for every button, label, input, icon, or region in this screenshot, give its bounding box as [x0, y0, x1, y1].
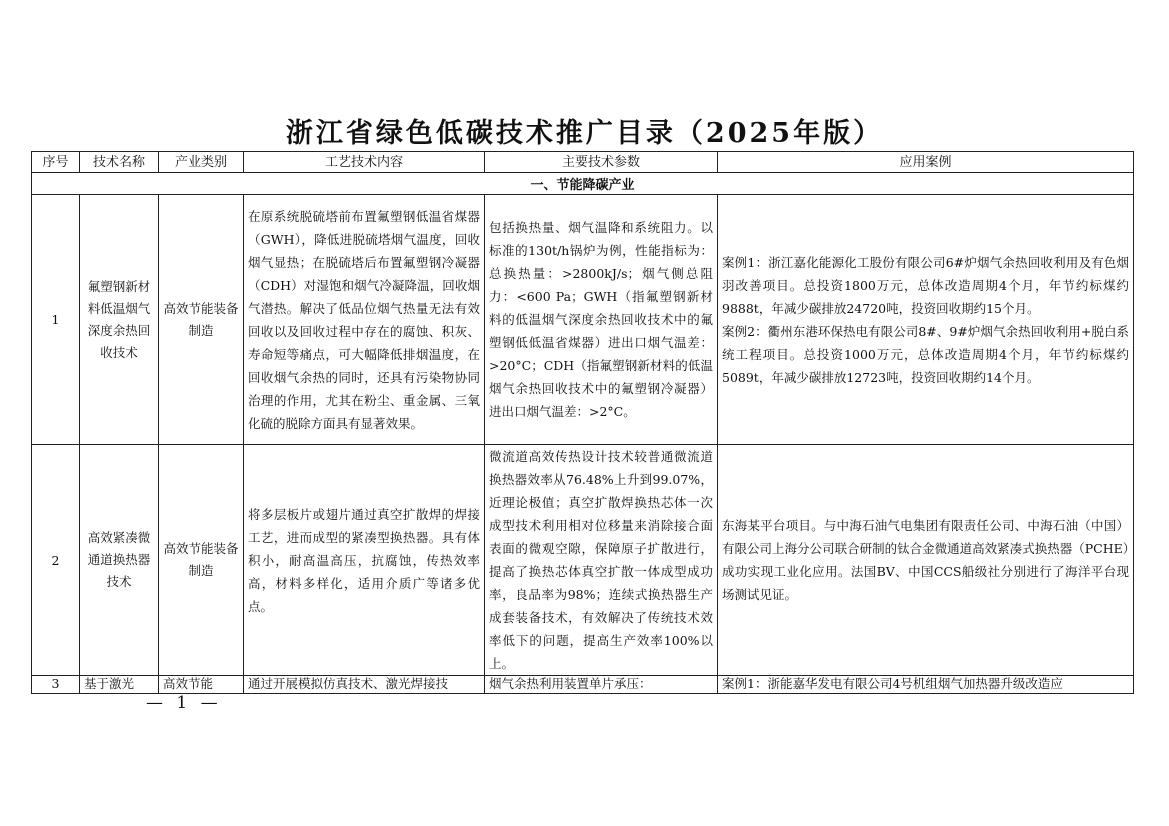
header-industry-category: 产业类别 — [159, 152, 244, 173]
table-row — [32, 445, 1134, 676]
industry-category: 高效节能 — [159, 676, 244, 694]
page-number: — 1 — — [146, 693, 222, 713]
table-header-row — [32, 152, 1134, 173]
header-process-content: 工艺技术内容 — [244, 152, 485, 173]
tech-name: 基于激光 — [80, 676, 159, 694]
application-cases — [718, 195, 1134, 445]
application-cases — [718, 676, 1134, 694]
document-title: 浙江省绿色低碳技术推广目录（2025年版） — [285, 118, 884, 149]
section-title: 一、节能降碳产业 — [32, 173, 1134, 195]
tech-name: 高效紧凑微通道换热器技术 — [80, 445, 159, 676]
header-main-parameters: 主要技术参数 — [485, 152, 718, 173]
technology-catalog-table — [31, 151, 1134, 694]
case-item: 案例2：衢州东港环保热电有限公司8#、9#炉烟气余热回收利用+脱白系统工程项目。总投资1000万元，总体改造周期4个月，年节约标煤约5089t，年减少碳排放12723吨，投资回收期约14个月。 — [722, 323, 1130, 385]
process-content: 将多层板片或翅片通过真空扩散焊的焊接工艺，进而成型的紧凑型换热器。具有体积小，耐高温高压，抗腐蚀，传热效率高，材料多样化，适用介质广等诸多优点。 — [244, 445, 485, 676]
table-row — [32, 676, 1134, 694]
header-no: 序号 — [32, 152, 80, 173]
industry-category: 高效节能装备制造 — [159, 445, 244, 676]
process-content: 在原系统脱硫塔前布置氟塑钢低温省煤器（GWH），降低进脱硫塔烟气温度，回收烟气显热；在脱硫塔后布置氟塑钢冷凝器（CDH）对湿饱和烟气冷凝降温，回收烟气潜热。解决了低品位烟气热量无法有效回收以及回收过程中存在的腐蚀、积灰、寿命短等痛点，可大幅降低排烟温度，在回收烟气余热的同时，还具有污染物协同治理的作用，尤其在粉尘、重金属、三氧化硫的脱除方面具有显著效果。 — [244, 195, 485, 445]
table-row — [32, 195, 1134, 445]
main-parameters: 烟气余热利用装置单片承压： — [485, 676, 718, 694]
process-content: 通过开展模拟仿真技术、激光焊接技 — [244, 676, 485, 694]
row-number: 2 — [32, 445, 80, 676]
industry-category: 高效节能装备制造 — [159, 195, 244, 445]
application-cases — [718, 445, 1134, 676]
header-tech-name: 技术名称 — [80, 152, 159, 173]
case-item: 案例1：浙能嘉华发电有限公司4号机组烟气加热器升级改造应 — [722, 676, 1063, 691]
row-number: 3 — [32, 676, 80, 694]
header-application-cases: 应用案例 — [718, 152, 1134, 173]
case-item: 案例1：浙江嘉化能源化工股份有限公司6#炉烟气余热回收利用及有色烟羽改善项目。总投资1800万元，总体改造周期4个月，年节约标煤约9888t，年减少碳排放24720吨，投资回收期约15个月。 — [722, 254, 1130, 316]
tech-name: 氟塑钢新材料低温烟气深度余热回收技术 — [80, 195, 159, 445]
main-parameters: 包括换热量、烟气温降和系统阻力。以标准的130t/h锅炉为例，性能指标为：总换热量：>2800kJ/s；烟气侧总阻力：<600 Pa；GWH（指氟塑钢新材料的低温烟气深度余热回收技术中的氟塑钢低低温省煤器）进出口烟气温差：>20°C；CDH（指氟塑钢新材料的低温烟气余热回收技术中的氟塑钢冷凝器）进出口烟气温差：>2°C。 — [485, 195, 718, 445]
main-parameters: 微流道高效传热设计技术较普通微流道换热器效率从76.48%上升到99.07%，近理论极值；真空扩散焊换热芯体一次成型技术利用相对位移量来消除接合面表面的微观空隙，保障原子扩散进行，提高了换热芯体真空扩散一体成型成功率，良品率为98%；连续式换热器生产成套装备技术，有效解决了传统技术效率低下的问题，提高生产效率100%以上。 — [485, 445, 718, 676]
row-number: 1 — [32, 195, 80, 445]
case-item: 东海某平台项目。与中海石油气电集团有限责任公司、中海石油（中国）有限公司上海分公司联合研制的钛合金微通道高效紧凑式换热器（PCHE）成功实现工业化应用。法国BV、中国CCS船级社分别进行了海洋平台现场测试见证。 — [722, 518, 1129, 602]
section-row — [32, 173, 1134, 195]
